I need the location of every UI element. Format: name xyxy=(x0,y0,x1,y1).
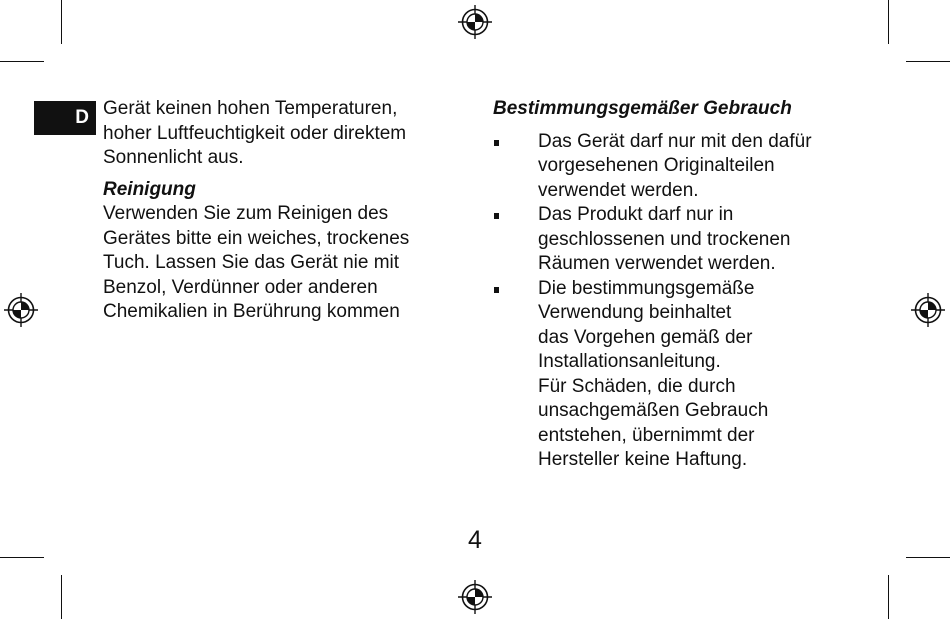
crop-mark-top-right-horizontal xyxy=(906,61,950,62)
list-item xyxy=(493,203,853,277)
cleaning-paragraph xyxy=(103,202,448,325)
text-line: Installationsanleitung. xyxy=(538,351,721,372)
crop-mark-bottom-right xyxy=(888,575,889,619)
right-column xyxy=(493,97,853,473)
registration-mark-icon xyxy=(4,293,38,327)
crop-mark-bottom-left-horizontal xyxy=(0,557,44,558)
list-item xyxy=(493,277,853,473)
crop-mark-bottom-left xyxy=(61,575,62,619)
square-bullet-icon xyxy=(494,213,499,219)
left-column xyxy=(103,97,448,325)
intended-use-list xyxy=(493,130,853,473)
intro-paragraph xyxy=(103,97,448,171)
text-line: Verwenden Sie zum Reinigen des xyxy=(103,203,389,224)
text-line: verwendet werden. xyxy=(538,179,699,201)
text-line: Das Gerät darf nur mit den dafür xyxy=(538,130,812,152)
text-line: entstehen, übernimmt der xyxy=(538,424,755,446)
list-item xyxy=(493,130,853,204)
text-line: Tuch. Lassen Sie das Gerät nie mit xyxy=(103,252,400,273)
registration-mark-icon xyxy=(911,293,945,327)
page-number: 4 xyxy=(468,526,482,554)
text-line: Die bestimmungsgemäße xyxy=(538,277,755,299)
registration-mark-icon xyxy=(458,5,492,39)
registration-mark-icon xyxy=(458,580,492,614)
text-line: Benzol, Verdünner oder anderen xyxy=(103,276,378,298)
crop-mark-top-left-horizontal xyxy=(0,61,44,62)
text-line: Für Schäden, die durch xyxy=(538,375,736,397)
text-line: geschlossenen und trockenen xyxy=(538,228,791,250)
text-line: Sonnenlicht aus. xyxy=(103,147,244,168)
text-line: unsachgemäßen Gebrauch xyxy=(538,400,769,421)
crop-mark-bottom-right-horizontal xyxy=(906,557,950,558)
text-line: Gerätes bitte ein weiches, trockenes xyxy=(103,227,410,249)
crop-mark-top-right xyxy=(888,0,889,44)
crop-mark-top-left xyxy=(61,0,62,44)
text-line: Verwendung beinhaltet xyxy=(538,302,732,323)
cleaning-heading: Reinigung xyxy=(103,178,196,200)
text-line: das Vorgehen gemäß der xyxy=(538,326,753,348)
text-line: hoher Luftfeuchtigkeit oder direktem xyxy=(103,122,407,144)
text-line: Das Produkt darf nur in xyxy=(538,204,734,225)
text-line: Hersteller keine Haftung. xyxy=(538,449,748,470)
intended-use-heading: Bestimmungsgemäßer Gebrauch xyxy=(493,98,792,119)
text-line: Chemikalien in Berührung kommen xyxy=(103,301,400,322)
text-line: Gerät keinen hohen Temperaturen, xyxy=(103,98,398,119)
square-bullet-icon xyxy=(494,140,499,146)
square-bullet-icon xyxy=(494,287,499,293)
text-line: Räumen verwendet werden. xyxy=(538,253,776,274)
language-tab: D xyxy=(34,101,96,135)
text-line: vorgesehenen Originalteilen xyxy=(538,155,775,176)
